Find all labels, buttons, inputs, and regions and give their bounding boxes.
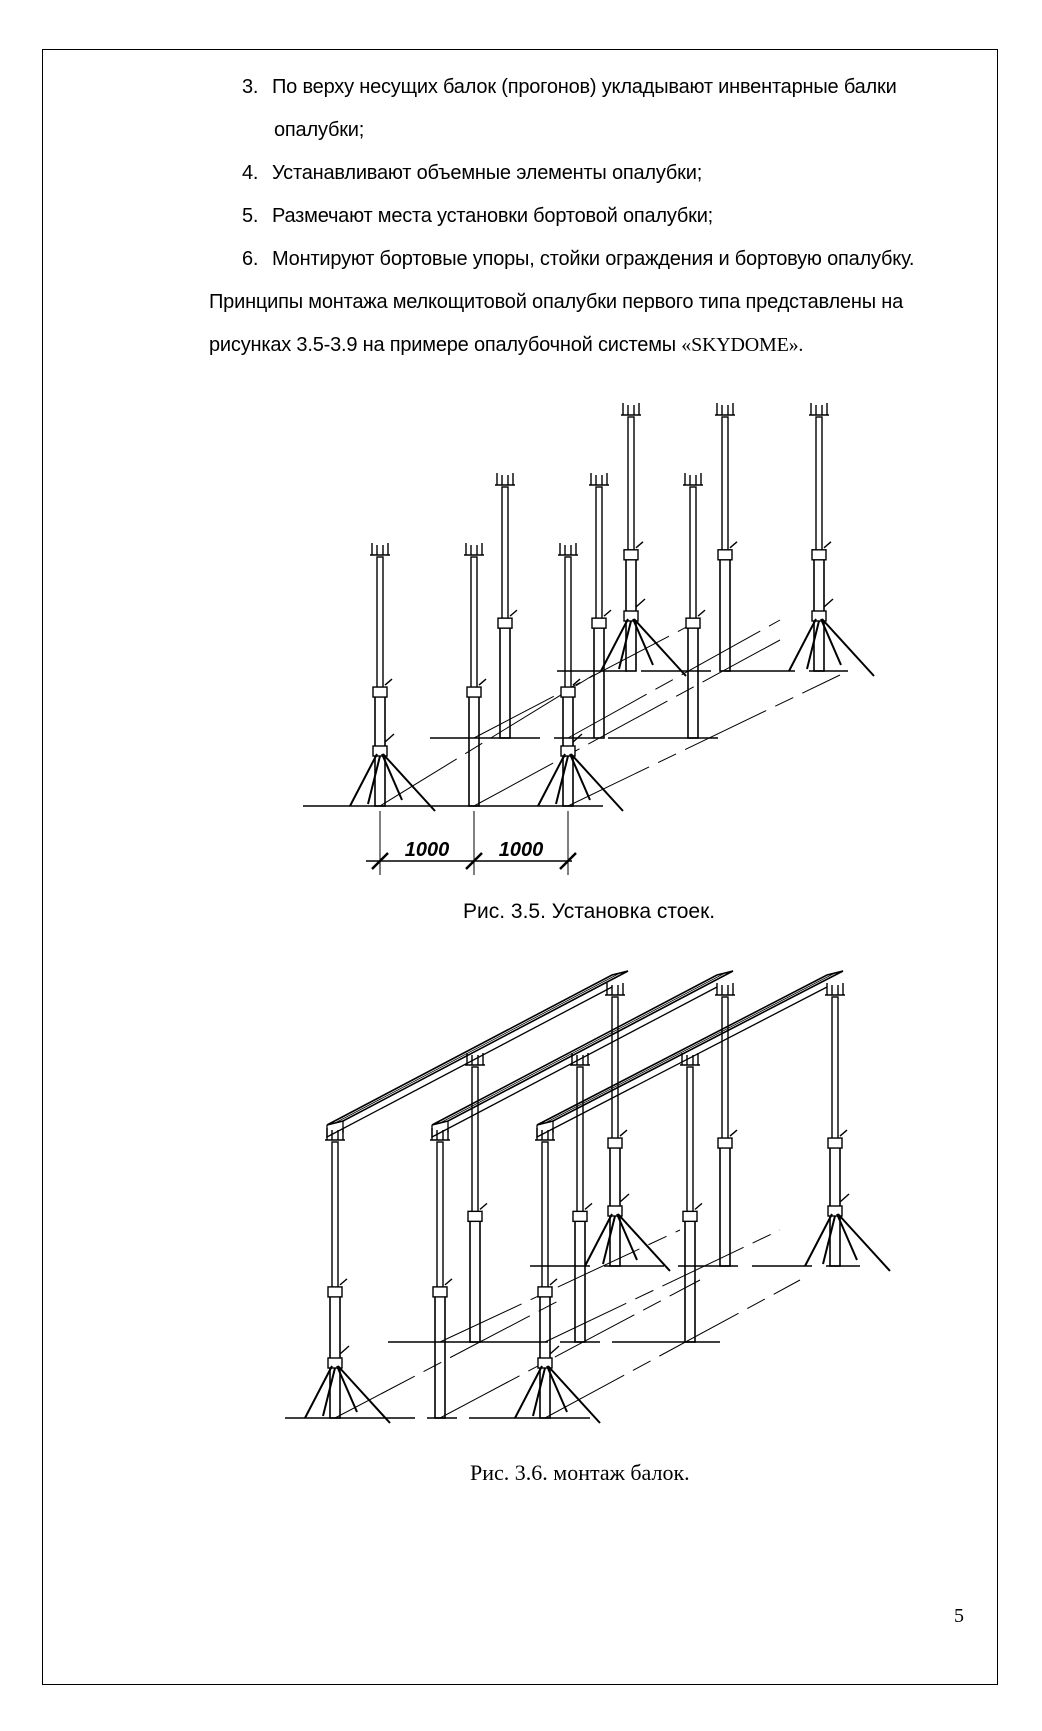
prop-front-1 <box>350 543 435 811</box>
prop-beam-middle-2 <box>570 1053 592 1342</box>
dimension-lines <box>366 811 576 875</box>
prop-back-2 <box>715 403 737 671</box>
paragraph-line-1: Принципы монтажа мелкощитовой опалубки первого типа представлены на <box>209 291 904 313</box>
list-number: 6. <box>242 248 259 270</box>
dimension-label-1: 1000 <box>404 839 450 861</box>
list-number: 4. <box>242 162 259 184</box>
figure-beam-mounting-drawing <box>285 971 890 1423</box>
list-number: 3. <box>242 76 259 98</box>
prop-beam-front-2 <box>430 1128 452 1418</box>
prop-back-1 <box>601 403 686 676</box>
prop-back-3 <box>789 403 874 676</box>
prop-beam-back-3 <box>805 983 890 1271</box>
paragraph-system-name: «SKYDOME». <box>681 334 804 356</box>
prop-beam-front-3 <box>515 1128 600 1423</box>
paragraph-text: рисунках 3.5-3.9 на примере опалубочной системы <box>209 334 682 356</box>
page-number: 5 <box>954 1605 964 1627</box>
list-text: Размечают места установки бортовой опалубки; <box>272 205 714 227</box>
prop-front-3 <box>538 543 623 811</box>
figure-caption-3-6: Рис. 3.6. монтаж балок. <box>470 1460 690 1485</box>
figure-shoring-props-drawing <box>303 403 874 811</box>
list-text: Монтируют бортовые упоры, стойки ограждения и бортовую опалубку. <box>272 248 915 270</box>
list-text: По верху несущих балок (прогонов) укладывают инвентарные балки <box>272 76 897 98</box>
figure-caption-3-5: Рис. 3.5. Установка стоек. <box>463 900 716 923</box>
prop-beam-front-1 <box>305 1128 390 1423</box>
dimension-label-2: 1000 <box>498 839 544 861</box>
prop-middle-1 <box>495 473 517 738</box>
prop-middle-2 <box>589 473 611 738</box>
list-text: Устанавливают объемные элементы опалубки; <box>272 162 703 184</box>
prop-beam-middle-3 <box>680 1053 702 1342</box>
prop-front-2 <box>464 543 486 806</box>
list-item-3-continuation: опалубки; <box>274 119 365 141</box>
prop-beam-middle-1 <box>465 1053 487 1342</box>
prop-middle-3 <box>683 473 705 738</box>
list-number: 5. <box>242 205 259 227</box>
